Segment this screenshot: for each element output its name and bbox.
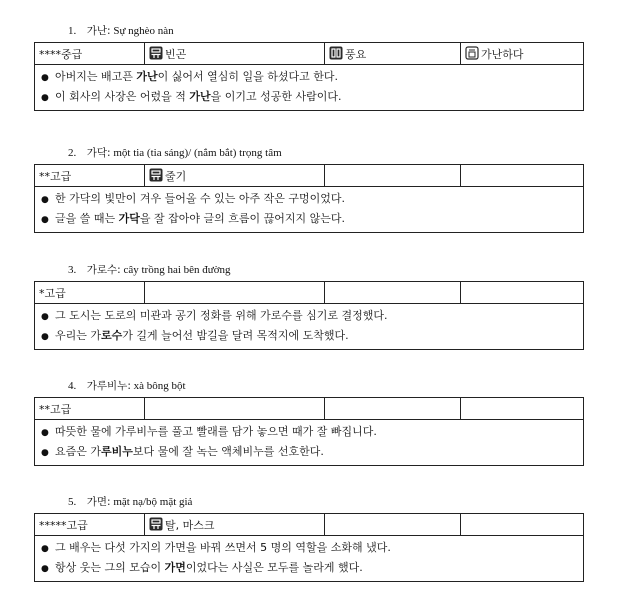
antonym-cell xyxy=(325,165,461,187)
vocab-entry-2 xyxy=(34,142,584,233)
entry-info-table xyxy=(34,397,584,420)
entry-meaning: xà bông bột xyxy=(133,380,186,392)
vocab-entry-3 xyxy=(34,259,584,350)
bullet-icon: ● xyxy=(41,312,49,322)
entry-number: 3. xyxy=(68,264,77,276)
vocab-entry-1 xyxy=(34,20,584,111)
synonym-cell xyxy=(145,398,325,420)
example-sentence: ● 글을 쓸 때는 가닥을 잘 잡아야 글의 흐름이 끊어지지 않는다. xyxy=(35,209,583,229)
bullet-icon: ● xyxy=(41,332,49,342)
entry-word: 가로수: xyxy=(86,264,121,276)
related-cell xyxy=(461,282,584,304)
example-sentence: ● 아버지는 배고픈 가난이 싫어서 열심히 일을 하셨다고 한다. xyxy=(35,67,583,87)
synonym-cell xyxy=(145,43,325,65)
example-sentence: ● 항상 웃는 그의 모습이 가면이었다는 사실은 모두를 놀라게 했다. xyxy=(35,558,583,578)
vocab-entry-5 xyxy=(34,491,584,582)
example-sentences xyxy=(34,536,584,582)
entry-number: 4. xyxy=(68,380,77,392)
bullet-icon: ● xyxy=(41,195,49,205)
bullet-icon: ● xyxy=(41,564,49,574)
entry-word: 가닥: xyxy=(86,147,111,159)
entry-info-table xyxy=(34,281,584,304)
synonym-cell xyxy=(145,165,325,187)
related-cell xyxy=(461,398,584,420)
entry-meaning: cây trồng hai bên đường xyxy=(123,264,231,276)
entry-heading xyxy=(34,20,584,42)
example-sentences xyxy=(34,420,584,466)
entry-meaning: mặt nạ/bộ mặt giả xyxy=(113,496,193,508)
bullet-icon: ● xyxy=(41,215,49,225)
level-cell: *****고급 xyxy=(35,514,145,536)
bullet-icon: ● xyxy=(41,93,49,103)
bullet-icon: ● xyxy=(41,544,49,554)
antonym-cell xyxy=(325,282,461,304)
bullet-icon: ● xyxy=(41,448,49,458)
example-sentence: ● 우리는 가로수가 길게 늘어선 밤길을 달려 목적지에 도착했다. xyxy=(35,326,583,346)
synonym-cell xyxy=(145,282,325,304)
example-sentences xyxy=(34,187,584,233)
example-sentence: ● 그 도시는 도로의 미관과 공기 정화를 위해 가로수를 심기로 결정했다. xyxy=(35,306,583,326)
synonym-text: 줄기 xyxy=(165,169,187,183)
synonym-cell xyxy=(145,514,325,536)
related-cell xyxy=(461,514,584,536)
example-sentences xyxy=(34,304,584,350)
entry-word: 가루비누: xyxy=(86,380,131,392)
example-sentence: ● 한 가닥의 빛만이 겨우 들어올 수 있는 아주 작은 구멍이었다. xyxy=(35,189,583,209)
antonym-cell xyxy=(325,43,461,65)
entry-heading xyxy=(34,491,584,513)
related-text: 가난하다 xyxy=(481,47,524,61)
entry-meaning: Sự nghèo nàn xyxy=(113,25,174,37)
synonym-icon xyxy=(149,46,163,60)
antonym-cell xyxy=(325,514,461,536)
entry-meaning: một tia (tia sáng)/ (nắm bắt) trọng tâm xyxy=(113,147,282,159)
synonym-text: 탈, 마스크 xyxy=(165,518,215,532)
antonym-cell xyxy=(325,398,461,420)
synonym-icon xyxy=(149,168,163,182)
entry-word: 가면: xyxy=(86,496,111,508)
level-cell: ****중급 xyxy=(35,43,145,65)
antonym-text: 풍요 xyxy=(345,47,367,61)
entry-info-table xyxy=(34,513,584,536)
level-cell: **고급 xyxy=(35,398,145,420)
level-cell: *고급 xyxy=(35,282,145,304)
related-cell xyxy=(461,43,584,65)
entry-number: 2. xyxy=(68,147,77,159)
related-cell xyxy=(461,165,584,187)
level-cell: **고급 xyxy=(35,165,145,187)
bullet-icon: ● xyxy=(41,428,49,438)
example-sentence: ● 따뜻한 물에 가루비누를 풀고 빨래를 담가 놓으면 때가 잘 빠집니다. xyxy=(35,422,583,442)
related-icon xyxy=(465,46,479,60)
synonym-icon xyxy=(149,517,163,531)
example-sentence: ● 이 회사의 사장은 어렸을 적 가난을 이기고 성공한 사람이다. xyxy=(35,87,583,107)
entry-number: 1. xyxy=(68,25,77,37)
entry-heading xyxy=(34,259,584,281)
example-sentence: ● 그 배우는 다섯 가지의 가면을 바꿔 쓰면서 5 명의 역할을 소화해 냈다. xyxy=(35,538,583,558)
entry-info-table xyxy=(34,42,584,65)
entry-word: 가난: xyxy=(86,25,111,37)
entry-heading xyxy=(34,142,584,164)
example-sentences xyxy=(34,65,584,111)
vocab-entry-4 xyxy=(34,375,584,466)
antonym-icon xyxy=(329,46,343,60)
synonym-text: 빈곤 xyxy=(165,47,187,61)
example-sentence: ● 요즘은 가루비누보다 물에 잘 녹는 액체비누를 선호한다. xyxy=(35,442,583,462)
entry-number: 5. xyxy=(68,496,77,508)
entry-info-table xyxy=(34,164,584,187)
entry-heading xyxy=(34,375,584,397)
bullet-icon: ● xyxy=(41,73,49,83)
